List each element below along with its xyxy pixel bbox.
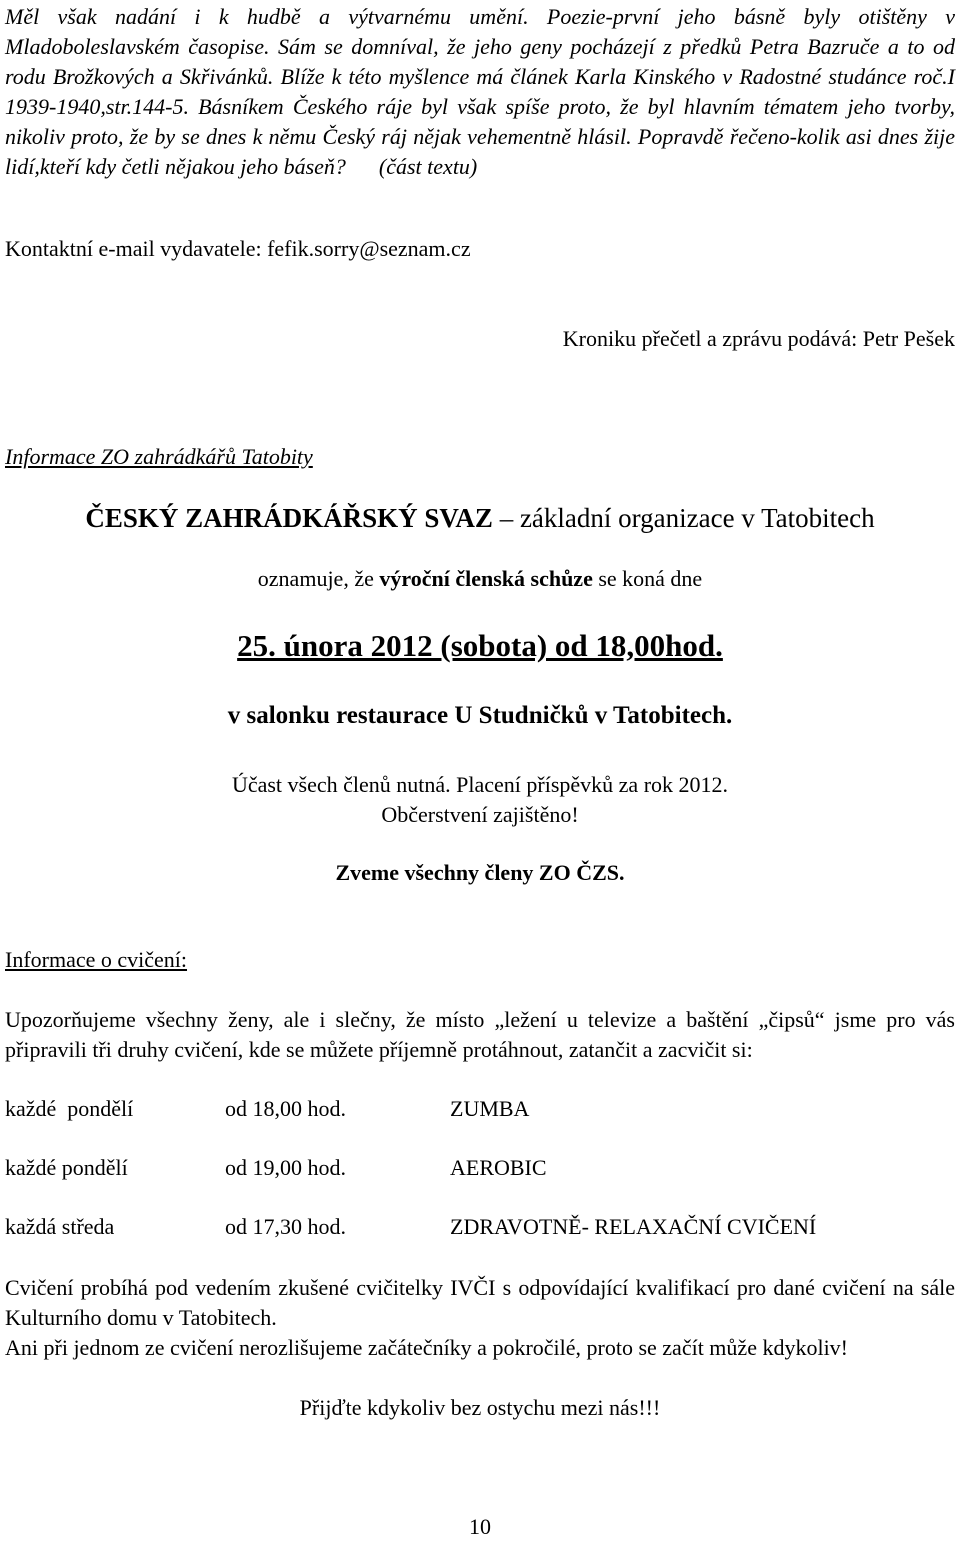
schedule-time: od 17,30 hod. xyxy=(225,1214,346,1239)
schedule-time: od 18,00 hod. xyxy=(225,1096,346,1121)
page-number: 10 xyxy=(469,1514,491,1539)
organization-branch: – základní organizace v Tatobitech xyxy=(492,503,875,533)
organization-title xyxy=(5,501,955,535)
intro-paragraph xyxy=(5,2,955,182)
meeting-type: výroční členská schůze xyxy=(379,566,593,591)
attendance-note: Účast všech členů nutná. Placení příspěvků za rok 2012. xyxy=(231,772,729,797)
schedule-day: každé pondělí xyxy=(5,1155,128,1180)
refreshment-note: Občerstvení zajištěno! xyxy=(381,802,579,827)
schedule-day: každé pondělí xyxy=(5,1096,134,1121)
meeting-announcement xyxy=(5,564,955,594)
publisher-contact: Kontaktní e-mail vydavatele: fefik.sorry@seznam.cz xyxy=(5,236,471,261)
all-levels-note: Ani při jednom ze cvičení nerozlišujeme začátečníky a pokročilé, proto se začít může kdykoliv! xyxy=(5,1335,849,1360)
intro-note: (část textu) xyxy=(378,154,478,179)
exercise-schedule xyxy=(5,1094,955,1271)
exercise-section-heading: Informace o cvičení: xyxy=(5,947,188,972)
instructor-note: Cvičení probíhá pod vedením zkušené cvičitelky IVČI s odpovídající kvalifikací pro dané cvičení na sále Kulturního domu v Tatobitech. xyxy=(5,1275,955,1330)
meeting-venue: v salonku restaurace U Studničků v Tatobitech. xyxy=(227,702,733,729)
schedule-time: od 19,00 hod. xyxy=(225,1155,346,1180)
schedule-row xyxy=(5,1153,955,1183)
schedule-row xyxy=(5,1212,955,1242)
exercise-intro: Upozorňujeme všechny ženy, ale i slečny, že místo „ležení u televize a baštění „čipsů“ jsme pro vás připravili tři druhy cvičení, kde se můžete příjemně protáhnout, zatančit a zacvičit si: xyxy=(5,1007,955,1062)
schedule-type: ZUMBA xyxy=(450,1096,530,1121)
announce-pre: oznamuje, že xyxy=(257,566,380,591)
schedule-type: ZDRAVOTNĚ- RELAXAČNÍ CVIČENÍ xyxy=(450,1214,817,1239)
schedule-type: AEROBIC xyxy=(450,1155,547,1180)
gardeners-section-heading: Informace ZO zahrádkářů Tatobity xyxy=(5,444,313,469)
members-invitation: Zveme všechny členy ZO ČZS. xyxy=(335,860,625,885)
chronicle-reporter: Kroniku přečetl a zprávu podává: Petr Pešek xyxy=(562,326,955,351)
closing-invitation: Přijďte kdykoliv bez ostychu mezi nás!!! xyxy=(299,1395,661,1420)
schedule-day: každá středa xyxy=(5,1214,115,1239)
organization-name: ČESKÝ ZAHRÁDKÁŘSKÝ SVAZ xyxy=(85,503,493,533)
meeting-date: 25. února 2012 (sobota) od 18,00hod. xyxy=(237,628,723,663)
intro-text: Měl však nadání i k hudbě a výtvarnému umění. Poezie-první jeho básně byly otištěny v Mladoboleslavském časopise. Sám se domníval, že jeho geny pocházejí z předků Petra Bazruče a to od rodu Brožkových a Skřivánků. Blíže k této myšlence má článek Karla Kinského v Radostné studánce roč.I 1939-1940,str.144-5. Básníkem Českého ráje byl však spíše proto, že byl hlavním tématem jeho tvorby, nikoliv proto, že by se dnes k němu Český ráj nějak vehementně hlásil. Popravdě řečeno-kolik asi dnes žije lidí,kteří kdy četli nějakou jeho báseň? xyxy=(5,4,955,179)
schedule-row xyxy=(5,1094,955,1124)
announce-post: se koná dne xyxy=(592,566,703,591)
